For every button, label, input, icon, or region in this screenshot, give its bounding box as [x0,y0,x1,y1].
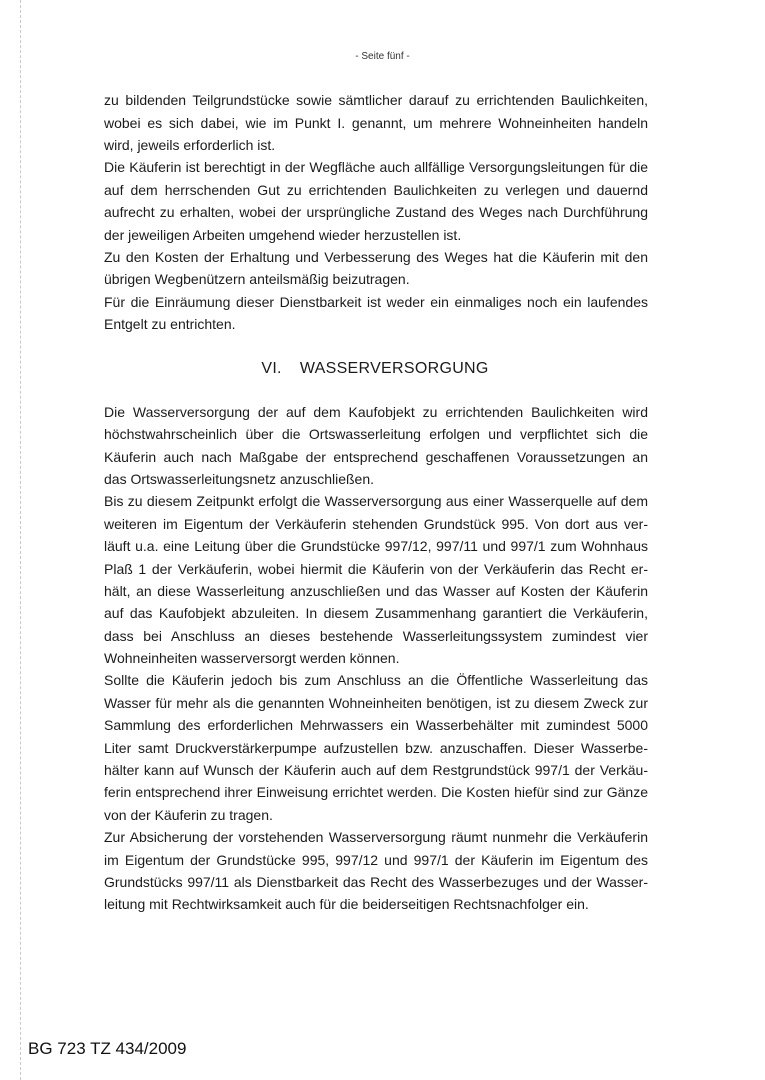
document-reference-stamp: BG 723 TZ 434/2009 [28,1039,187,1058]
text-line: das Ortswasserleitungsnetz anzuschließen. [104,471,375,487]
text-line: ferin entsprechend ihrer Einweisung errichtet werden. Die Kosten hiefür sind zur Gänze [104,784,648,800]
page-number-header: - Seite fünf - [355,51,410,62]
text-line: Für die Einräumung dieser Dienstbarkeit ist weder ein einmaliges noch ein laufendes [104,294,648,310]
text-line: aufrecht zu erhalten, wobei der ursprüngliche Zustand des Weges nach Durchführung [104,204,648,220]
text-line: auf das Kaufobjekt abzuleiten. In diesem Zusammenhang garantiert die Verkäuferin, [104,605,648,621]
text-line: Grundstücks 997/11 als Dienstbarkeit das Recht des Wasserbezuges und der Wasser- [104,874,648,890]
left-margin-rule [20,0,21,1080]
text-line: Die Käuferin ist berechtigt in der Wegfläche auch allfällige Versorgungsleitungen für die [104,159,648,175]
text-line: Sollte die Käuferin jedoch bis zum Anschluss an die Öffentliche Wasserleitung das [104,672,648,688]
text-line: Entgelt zu entrichten. [104,316,236,332]
text-line: weiteren im Eigentum der Verkäuferin stehenden Grundstück 995. Von dort aus ver- [104,516,648,532]
text-line: der jeweiligen Arbeiten umgehend wieder herzustellen ist. [104,227,462,243]
text-line: Wohneinheiten wasserversorgt werden können. [104,650,400,666]
text-line: Wasser für mehr als die genannten Wohneinheiten benötigen, ist zu diesem Zweck zur [104,695,648,711]
text-line: Bis zu diesem Zeitpunkt erfolgt die Wasserversorgung aus einer Wasserquelle auf dem [104,493,648,509]
text-line: Liter samt Druckverstärkerpumpe aufzustellen bzw. anzuschaffen. Dieser Wasserbe- [104,740,648,756]
text-line: dass bei Anschluss an dieses bestehende Wasserleitungssystem zumindest vier [104,628,648,644]
text-line: leitung mit Rechtwirksamkeit auch für die beiderseitigen Rechtsnachfolger ein. [104,896,589,912]
text-line: Zur Absicherung der vorstehenden Wasserversorgung räumt nunmehr die Verkäuferin [104,829,648,845]
text-line: wird, jeweils erforderlich ist. [104,137,276,153]
text-line: Plaß 1 der Verkäuferin, wobei hiermit die Käuferin von der Verkäuferin das Recht er- [104,561,648,577]
text-line: übrigen Wegbenützern anteilsmäßig beizutragen. [104,271,410,287]
text-line: zu bildenden Teilgrundstücke sowie sämtlicher darauf zu errichtenden Baulichkeiten, [104,92,648,108]
text-line: Zu den Kosten der Erhaltung und Verbesserung des Weges hat die Käuferin mit den [104,249,648,265]
text-line: wobei es sich dabei, wie im Punkt I. genannt, um mehrere Wohneinheiten handeln [104,115,648,131]
text-line: höchstwahrscheinlich über die Ortswasserleitung erfolgen und verpflichtet sich die [104,426,648,442]
text-line: Die Wasserversorgung der auf dem Kaufobjekt zu errichtenden Baulichkeiten wird [104,404,648,420]
text-line: hält, an diese Wasserleitung anzuschließen und das Wasser auf Kosten der Käuferin [104,583,648,599]
section-heading [0,360,750,378]
text-line: Käuferin auch nach Maßgabe der entsprechend geschaffenen Voraussetzungen an [104,449,648,465]
text-line: im Eigentum der Grundstücke 995, 997/12 und 997/1 der Käuferin im Eigentum des [104,852,648,868]
text-line: läuft u.a. eine Leitung über die Grundstücke 997/12, 997/11 und 997/1 zum Wohnhaus [104,538,648,554]
text-line: hälter kann auf Wunsch der Käuferin auch auf dem Restgrundstück 997/1 der Verkäu- [104,762,648,778]
text-line: von der Käuferin zu tragen. [104,807,273,823]
section-number: VI. [261,360,282,377]
text-line: auf dem herrschenden Gut zu errichtenden Baulichkeiten zu verlegen und dauernd [104,182,648,198]
section-title: WASSERVERSORGUNG [299,360,489,377]
text-line: Sammlung des erforderlichen Mehrwassers ein Wasserbehälter mit zumindest 5000 [104,717,648,733]
